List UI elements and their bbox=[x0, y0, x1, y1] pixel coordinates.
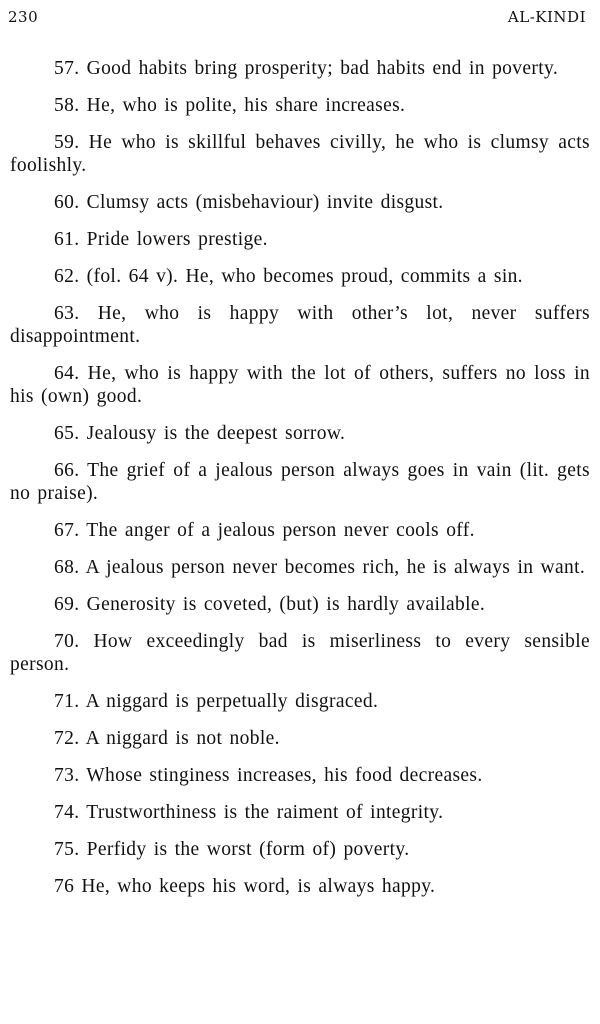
aphorism-entry: 58. He, who is polite, his share increases. bbox=[54, 95, 406, 116]
aphorism-entry: 71. A niggard is perpetually disgraced. bbox=[54, 691, 379, 712]
aphorism-entry: 64. He, who is happy with the lot of others, suffers no loss in his (own) good. bbox=[10, 363, 590, 407]
aphorism-entry: 72. A niggard is not noble. bbox=[54, 728, 280, 749]
aphorism-entry: 76 He, who keeps his word, is always happy. bbox=[54, 876, 436, 897]
aphorism-entry: 73. Whose stinginess increases, his food decreases. bbox=[54, 765, 483, 786]
aphorism-entry: 75. Perfidy is the worst (form of) poverty. bbox=[54, 839, 410, 860]
running-title: AL-KINDI bbox=[507, 8, 586, 26]
aphorism-entry: 70. How exceedingly bad is miserliness to every sensible person. bbox=[10, 631, 590, 675]
aphorism-entry: 57. Good habits bring prosperity; bad habits end in poverty. bbox=[54, 58, 559, 79]
aphorism-entry: 67. The anger of a jealous person never cools off. bbox=[54, 520, 475, 541]
aphorism-entry: 74. Trustworthiness is the raiment of integrity. bbox=[54, 802, 444, 823]
aphorism-entry: 61. Pride lowers prestige. bbox=[54, 229, 268, 250]
aphorism-entry: 69. Generosity is coveted, (but) is hardly available. bbox=[54, 594, 486, 615]
aphorism-entry: 62. (fol. 64 v). He, who becomes proud, commits a sin. bbox=[54, 266, 523, 287]
aphorism-entry: 59. He who is skillful behaves civilly, he who is clumsy acts foolishly. bbox=[10, 132, 590, 176]
aphorism-entry: 60. Clumsy acts (misbehaviour) invite disgust. bbox=[54, 192, 444, 213]
aphorism-entry: 63. He, who is happy with other’s lot, never suffers disappointment. bbox=[10, 303, 590, 347]
aphorism-entry: 66. The grief of a jealous person always goes in vain (lit. gets no praise). bbox=[10, 460, 590, 504]
aphorism-entry: 68. A jealous person never becomes rich, he is always in want. bbox=[54, 557, 586, 578]
aphorism-list bbox=[10, 57, 590, 912]
aphorism-entry: 65. Jealousy is the deepest sorrow. bbox=[54, 423, 346, 444]
page-number: 230 bbox=[8, 8, 39, 26]
